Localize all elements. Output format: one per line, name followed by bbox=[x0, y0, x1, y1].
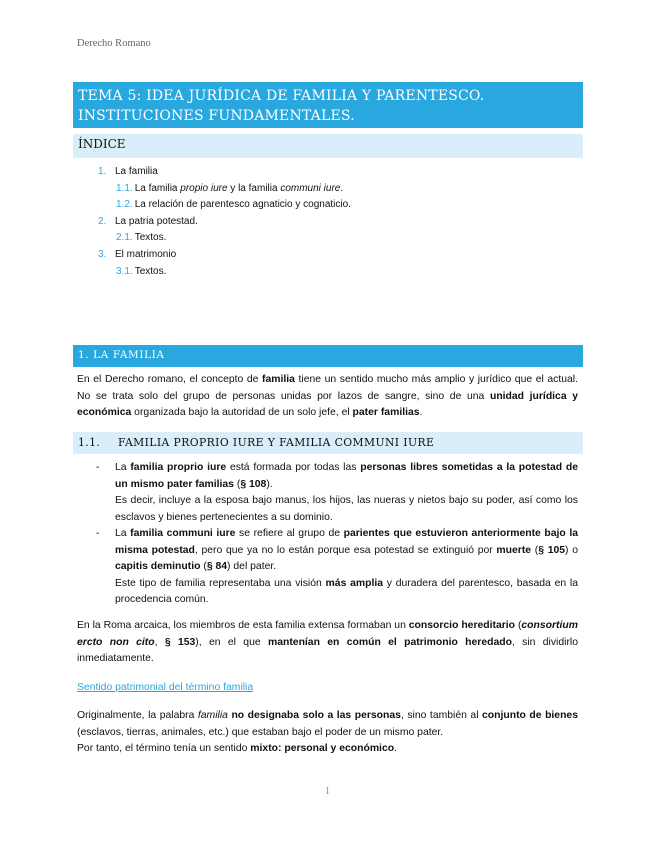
bullet-text bbox=[115, 460, 578, 493]
paragraph-bold: personas libres sometidas a la potestad de un mismo pater familias bbox=[115, 462, 578, 490]
paragraph-text: , pero que ya no lo están porque esa potestad se extinguió por bbox=[194, 544, 497, 556]
paragraph-text: ). bbox=[266, 478, 273, 490]
paragraph-italic: familia bbox=[197, 710, 228, 721]
paragraph-text: se refiere al grupo de bbox=[235, 528, 344, 539]
paragraph-bold: familia bbox=[262, 374, 295, 385]
toc-text-italic: communi iure bbox=[280, 182, 341, 194]
paragraph-text: y duradera del parentesco, basada en la procedencia común. bbox=[115, 577, 578, 605]
paragraph-bold: no designaba solo a las personas bbox=[231, 710, 401, 721]
toc-text: La familia bbox=[134, 182, 181, 194]
paragraph-text: ( bbox=[200, 561, 207, 572]
bullet-text bbox=[115, 526, 578, 576]
toc-item[interactable] bbox=[98, 230, 351, 247]
paragraph-bold: parientes que estuvieron anteriormente bajo la misma potestad bbox=[115, 528, 579, 556]
paragraph-text: tiene un sentido mucho más amplio y jurídico que el actual. No se trata solo del grupo de personas unidas por lazos de sangre, sino de una bbox=[77, 374, 578, 402]
paragraph-bold: capitis deminutio bbox=[115, 561, 201, 572]
toc-item[interactable] bbox=[98, 214, 351, 231]
paragraph-bold: § 84 bbox=[206, 561, 228, 572]
paragraph-text: , bbox=[154, 636, 165, 648]
toc-item[interactable] bbox=[98, 164, 351, 181]
section-heading: 1. LA FAMILIA bbox=[78, 349, 165, 361]
paragraph-text: organizada bajo la autoridad de un solo jefe, el bbox=[131, 407, 353, 418]
final-paragraph bbox=[77, 708, 578, 758]
paragraph-bold: § 153 bbox=[164, 636, 196, 648]
bullet-dash: - bbox=[96, 462, 100, 473]
index-heading-band bbox=[73, 134, 583, 158]
table-of-contents bbox=[98, 164, 351, 280]
subsection-heading-band bbox=[73, 432, 583, 454]
toc-item[interactable] bbox=[98, 181, 351, 198]
paragraph-text: ( bbox=[233, 478, 241, 490]
paragraph-bold: conjunto de bienes bbox=[482, 710, 578, 721]
paragraph-text: La bbox=[115, 462, 131, 473]
paragraph-text: Originalmente, la palabra bbox=[77, 710, 198, 721]
roma-paragraph bbox=[77, 618, 578, 668]
paragraph-bold: unidad jurídica y económica bbox=[77, 390, 579, 418]
toc-text: El matrimonio bbox=[115, 248, 177, 260]
paragraph-text: ( bbox=[515, 620, 522, 631]
paragraph-text: ) o bbox=[565, 544, 578, 556]
toc-number: 3.1. bbox=[116, 265, 133, 277]
toc-text: Textos. bbox=[134, 232, 167, 244]
subsection-number: 1.1. bbox=[78, 436, 101, 449]
toc-number: 1.2. bbox=[116, 199, 133, 211]
paragraph-text: (esclavos, tierras, animales, etc.) que estaban bajo el poder de un mismo pater. bbox=[77, 726, 444, 738]
paragraph-bold: mantenían en común el patrimonio heredado bbox=[267, 636, 512, 648]
bullet-dash: - bbox=[96, 528, 100, 539]
toc-number: 1. bbox=[98, 166, 107, 177]
toc-text: Textos. bbox=[134, 265, 167, 277]
paragraph-bold-italic: consortium ercto non cito bbox=[77, 620, 578, 648]
toc-number: 1.1. bbox=[116, 182, 133, 194]
running-header: Derecho Romano bbox=[77, 38, 151, 49]
paragraph-text: ( bbox=[531, 544, 539, 556]
paragraph-text: ) del pater. bbox=[227, 561, 277, 572]
toc-number: 2. bbox=[98, 215, 107, 227]
toc-number: 3. bbox=[98, 248, 107, 260]
paragraph-text: ), en el que bbox=[195, 636, 268, 648]
page-number: 1 bbox=[325, 786, 330, 797]
paragraph-text: La bbox=[115, 528, 131, 539]
toc-text: . bbox=[340, 182, 344, 194]
paragraph-text: , sino también al bbox=[400, 710, 483, 721]
list-item bbox=[96, 460, 578, 526]
paragraph-text: En el Derecho romano, el concepto de bbox=[77, 374, 263, 385]
paragraph-text: . bbox=[394, 743, 397, 754]
subsection-title: FAMILIA PROPRIO IURE Y FAMILIA COMMUNI IURE bbox=[118, 436, 435, 449]
chapter-title bbox=[73, 82, 583, 128]
toc-text: La familia bbox=[115, 166, 158, 177]
paragraph-bold: muerte bbox=[496, 544, 532, 556]
paragraph-text: En la Roma arcaica, los miembros de esta familia extensa formaban un bbox=[77, 620, 409, 631]
paragraph-bold: mixto: personal y económico bbox=[250, 743, 395, 754]
toc-text: La relación de parentesco agnaticio y cognaticio. bbox=[134, 199, 351, 211]
patrimonial-sense-link[interactable]: Sentido patrimonial del término familia bbox=[77, 682, 254, 693]
index-heading: ÍNDICE bbox=[78, 137, 126, 151]
paragraph-bold: § 105 bbox=[538, 544, 566, 556]
list-item bbox=[96, 526, 578, 609]
paragraph-bold: familia communi iure bbox=[130, 528, 236, 539]
paragraph-text: está formada por todas las bbox=[226, 462, 361, 473]
toc-item[interactable] bbox=[98, 197, 351, 214]
paragraph-text: . bbox=[419, 407, 423, 418]
toc-text-italic: propio iure bbox=[180, 182, 228, 194]
intro-paragraph bbox=[77, 372, 578, 422]
toc-text: y la familia bbox=[227, 182, 281, 194]
toc-item[interactable] bbox=[98, 247, 351, 264]
paragraph-bold: consorcio hereditario bbox=[408, 620, 516, 631]
paragraph-text: , sin dividirlo inmediatamente. bbox=[77, 636, 578, 664]
bullet-extra-text: Es decir, incluye a la esposa bajo manus, los hijos, las nueras y nietos bajo su poder, así como los esclavos y bienes pertenecientes a su dominio. bbox=[115, 495, 578, 523]
toc-text: La patria potestad. bbox=[115, 215, 198, 227]
paragraph-text: Por tanto, el término tenía un sentido bbox=[77, 743, 251, 754]
chapter-title-text: TEMA 5: IDEA JURÍDICA DE FAMILIA Y PARENTESCO. INSTITUCIONES FUNDAMENTALES. bbox=[78, 88, 485, 124]
section-heading-band bbox=[73, 345, 583, 367]
toc-number: 2.1. bbox=[116, 232, 133, 244]
paragraph-bold: pater familias bbox=[352, 407, 420, 418]
bullet-list bbox=[96, 460, 578, 609]
paragraph-bold: familia proprio iure bbox=[130, 462, 227, 473]
paragraph-bold: más amplia bbox=[325, 577, 384, 589]
toc-item[interactable] bbox=[98, 264, 351, 281]
paragraph-bold: § 108 bbox=[240, 478, 267, 490]
bullet-extra-text bbox=[115, 576, 578, 609]
paragraph-text: Este tipo de familia representaba una visión bbox=[115, 577, 326, 589]
